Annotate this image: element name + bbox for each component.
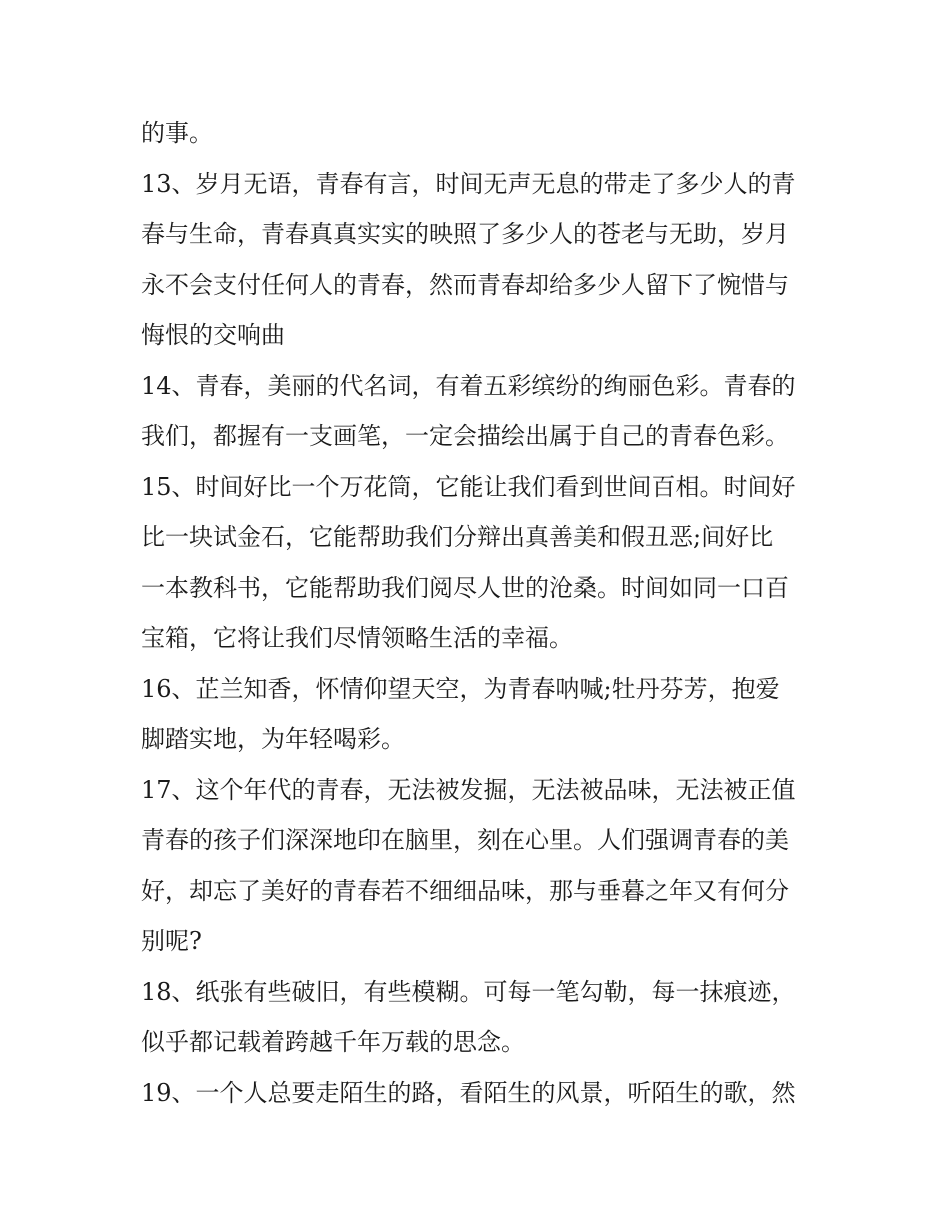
text-line: 青春的孩子们深深地印在脑里，刻在心里。人们强调青春的美 (141, 826, 789, 854)
text-line: 脚踏实地，为年轻喝彩。 (141, 725, 405, 753)
text-line: 的事。 (141, 119, 213, 147)
text-line: 别呢? (141, 927, 202, 955)
text-line: 17、这个年代的青春，无法被发掘，无法被品味，无法被正值 (141, 775, 796, 804)
text-line: 好，却忘了美好的青春若不细细品味，那与垂暮之年又有何分 (141, 876, 789, 905)
text-line: 似乎都记载着跨越千年万载的思念。 (141, 1028, 525, 1056)
text-line: 18、纸张有些破旧，有些模糊。可每一笔勾勒，每一抹痕迹， (141, 977, 796, 1006)
text-line: 比一块试金石，它能帮助我们分辩出真善美和假丑恶;间好比 (141, 523, 774, 551)
text-line: 春与生命，青春真真实实的映照了多少人的苍老与无助，岁月 (141, 220, 789, 248)
text-line: 15、时间好比一个万花筒，它能让我们看到世间百相。时间好 (141, 472, 796, 501)
text-line: 16、芷兰知香，怀情仰望天空，为青春呐喊;牡丹芬芳，抱爱 (141, 674, 780, 703)
text-line: 19、一个人总要走陌生的路，看陌生的风景，听陌生的歌，然 (141, 1078, 796, 1107)
text-line: 14、青春，美丽的代名词，有着五彩缤纷的绚丽色彩。青春的 (141, 371, 796, 400)
text-line: 一本教科书，它能帮助我们阅尽人世的沧桑。时间如同一口百 (141, 573, 789, 602)
text-line: 永不会支付任何人的青春，然而青春却给多少人留下了惋惜与 (141, 270, 789, 299)
text-line: 悔恨的交响曲 (141, 321, 285, 349)
document-body (141, 108, 821, 1118)
text-line: 我们，都握有一支画笔，一定会描绘出属于自己的青春色彩。 (141, 422, 789, 450)
text-line: 宝箱，它将让我们尽情领略生活的幸福。 (141, 624, 573, 652)
text-line: 13、岁月无语，青春有言，时间无声无息的带走了多少人的青 (141, 169, 796, 198)
